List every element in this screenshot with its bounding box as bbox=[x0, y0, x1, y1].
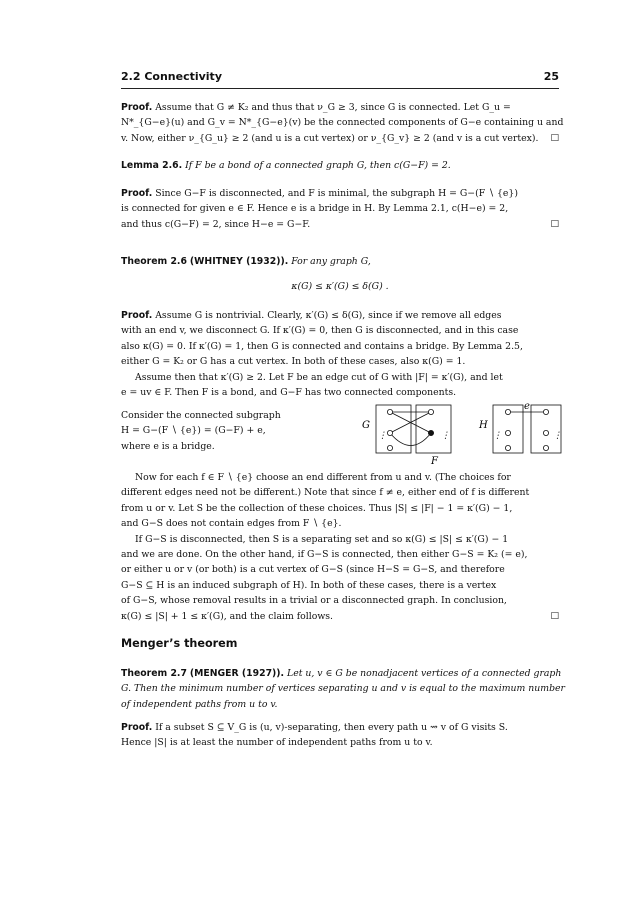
qed-symbol: □ bbox=[550, 132, 559, 143]
vertex bbox=[505, 430, 510, 435]
theorem-2-7 bbox=[121, 666, 565, 712]
vertex bbox=[387, 445, 392, 450]
proof-line: H = G−(F ∖ {e}) = (G−F) + e, bbox=[121, 425, 266, 437]
proof-line: Since G−F is disconnected, and F is minimal, the subgraph H = G−(F ∖ {e}) bbox=[155, 188, 518, 199]
qed-symbol: □ bbox=[550, 218, 559, 229]
lemma-label: Lemma 2.6. bbox=[121, 160, 183, 171]
theorem-formula: κ(G) ≤ κ′(G) ≤ δ(G) . bbox=[291, 281, 389, 292]
page-number: 25 bbox=[543, 70, 559, 83]
theorem-text: For any graph G, bbox=[291, 256, 371, 267]
vertex bbox=[505, 409, 510, 414]
label-F: F bbox=[431, 456, 438, 467]
vertex bbox=[387, 430, 392, 435]
choices-paragraph bbox=[121, 470, 559, 624]
theorem-attribution: (MENGER (1927)). bbox=[189, 668, 285, 679]
vertex bbox=[543, 445, 548, 450]
theorem-label: Theorem 2.6 bbox=[121, 256, 187, 267]
proof-line: where e is a bridge. bbox=[121, 440, 215, 452]
proof-line: with an end v, we disconnect G. If κ′(G) = 0, then G is disconnected, and in this case bbox=[121, 325, 519, 337]
proof-line: and we are done. On the other hand, if G−S is connected, then either G−S = K₂ (= e), bbox=[121, 549, 528, 561]
vertical-dots: ⋮ bbox=[493, 431, 502, 441]
vertical-dots: ⋮ bbox=[553, 431, 562, 441]
qed-symbol: □ bbox=[550, 610, 559, 621]
proof-block-4 bbox=[121, 720, 559, 751]
label-G: G bbox=[362, 420, 370, 431]
proof-line: and thus c(G−F) = 2, since H−e = G−F. bbox=[121, 218, 311, 230]
proof-block-2 bbox=[121, 186, 559, 232]
vertex bbox=[543, 430, 548, 435]
theorem-text: of independent paths from u to v. bbox=[121, 698, 278, 710]
theorem-text: G. Then the minimum number of vertices separating u and v is equal to the maximum number bbox=[121, 683, 565, 695]
proof-line: If G−S is disconnected, then S is a separating set and so κ(G) ≤ |S| ≤ κ′(G) − 1 bbox=[135, 533, 509, 545]
label-H: H bbox=[479, 420, 488, 431]
vertex-filled bbox=[428, 430, 433, 435]
proof-line: κ(G) ≤ |S| + 1 ≤ κ′(G), and the claim follows. bbox=[121, 610, 334, 622]
vertex bbox=[543, 409, 548, 414]
proof-block-1 bbox=[121, 100, 564, 146]
theorem-text: Let u, v ∈ G be nonadjacent vertices of a connected graph bbox=[287, 668, 562, 679]
proof-line: G−S ⊆ H is an induced subgraph of H). In both of these cases, there is a vertex bbox=[121, 579, 497, 591]
theorem-2-6 bbox=[121, 254, 559, 269]
proof-label: Proof. bbox=[121, 722, 153, 733]
section-heading: 2.2 Connectivity bbox=[121, 70, 222, 83]
graph-figure bbox=[336, 400, 561, 470]
lemma-block bbox=[121, 158, 559, 173]
proof-label: Proof. bbox=[121, 102, 153, 113]
vertex bbox=[505, 445, 510, 450]
proof-line: of G−S, whose removal results in a trivial or a disconnected graph. In conclusion, bbox=[121, 595, 507, 607]
vertex bbox=[428, 409, 433, 414]
proof-line: e = uv ∈ F. Then F is a bond, and G−F has two connected components. bbox=[121, 387, 457, 399]
vertical-dots: ⋮ bbox=[378, 431, 387, 441]
theorem-attribution: (WHITNEY (1932)). bbox=[189, 256, 289, 267]
label-e: e bbox=[524, 401, 530, 412]
proof-line: Assume then that κ′(G) ≥ 2. Let F be an edge cut of G with |F| = κ′(G), and let bbox=[135, 371, 503, 383]
proof-line: or either u or v (or both) is a cut vertex of G−S (since H−S = G−S, and therefore bbox=[121, 564, 505, 576]
vertex bbox=[387, 409, 392, 414]
proof-line: Consider the connected subgraph bbox=[121, 410, 281, 421]
proof-line: Hence |S| is at least the number of independent paths from u to v. bbox=[121, 737, 433, 749]
proof-line: either G = K₂ or G has a cut vertex. In both of these cases, also κ(G) = 1. bbox=[121, 356, 466, 368]
lemma-text: If F be a bond of a connected graph G, then c(G−F) = 2. bbox=[185, 160, 451, 171]
proof-line: If a subset S ⊆ V_G is (u, v)-separating, then every path u ⇝ v of G visits S. bbox=[155, 722, 508, 733]
proof-line: different edges need not be different.) Note that since f ≠ e, either end of f is different bbox=[121, 487, 530, 499]
proof-line: Assume that G ≠ K₂ and thus that ν_G ≥ 3, since G is connected. Let G_u = bbox=[155, 102, 511, 113]
proof-line: and G−S does not contain edges from F ∖ {e}. bbox=[121, 518, 342, 530]
subgraph-paragraph bbox=[121, 408, 341, 454]
running-header bbox=[121, 70, 559, 89]
edge-curve bbox=[390, 433, 431, 446]
proof-line: v. Now, either ν_{G_u} ≥ 2 (and u is a cut vertex) or ν_{G_v} ≥ 2 (and v is a cut vertex). bbox=[121, 132, 539, 144]
vertical-dots: ⋮ bbox=[441, 431, 450, 441]
proof-label: Proof. bbox=[121, 310, 153, 321]
proof-line: also κ(G) = 0. If κ′(G) = 1, then G is connected and contains a bridge. By Lemma 2.5, bbox=[121, 340, 523, 352]
proof-line: Now for each f ∈ F ∖ {e} choose an end different from u and v. (The choices for bbox=[135, 472, 511, 483]
proof-label: Proof. bbox=[121, 188, 153, 199]
proof-block-3 bbox=[121, 308, 559, 400]
proof-line: from u or v. Let S be the collection of these choices. Thus |S| ≤ |F| − 1 = κ′(G) − 1, bbox=[121, 502, 513, 514]
menger-section-title: Menger’s theorem bbox=[121, 637, 238, 650]
proof-line: N*_{G−e}(u) and G_v = N*_{G−e}(v) be the connected components of G−e containing u and bbox=[121, 117, 564, 129]
proof-line: Assume G is nontrivial. Clearly, κ′(G) ≤ δ(G), since if we remove all edges bbox=[155, 310, 502, 321]
theorem-label: Theorem 2.7 bbox=[121, 668, 187, 679]
proof-line: is connected for given e ∈ F. Hence e is a bridge in H. By Lemma 2.1, c(H−e) = 2, bbox=[121, 203, 509, 215]
